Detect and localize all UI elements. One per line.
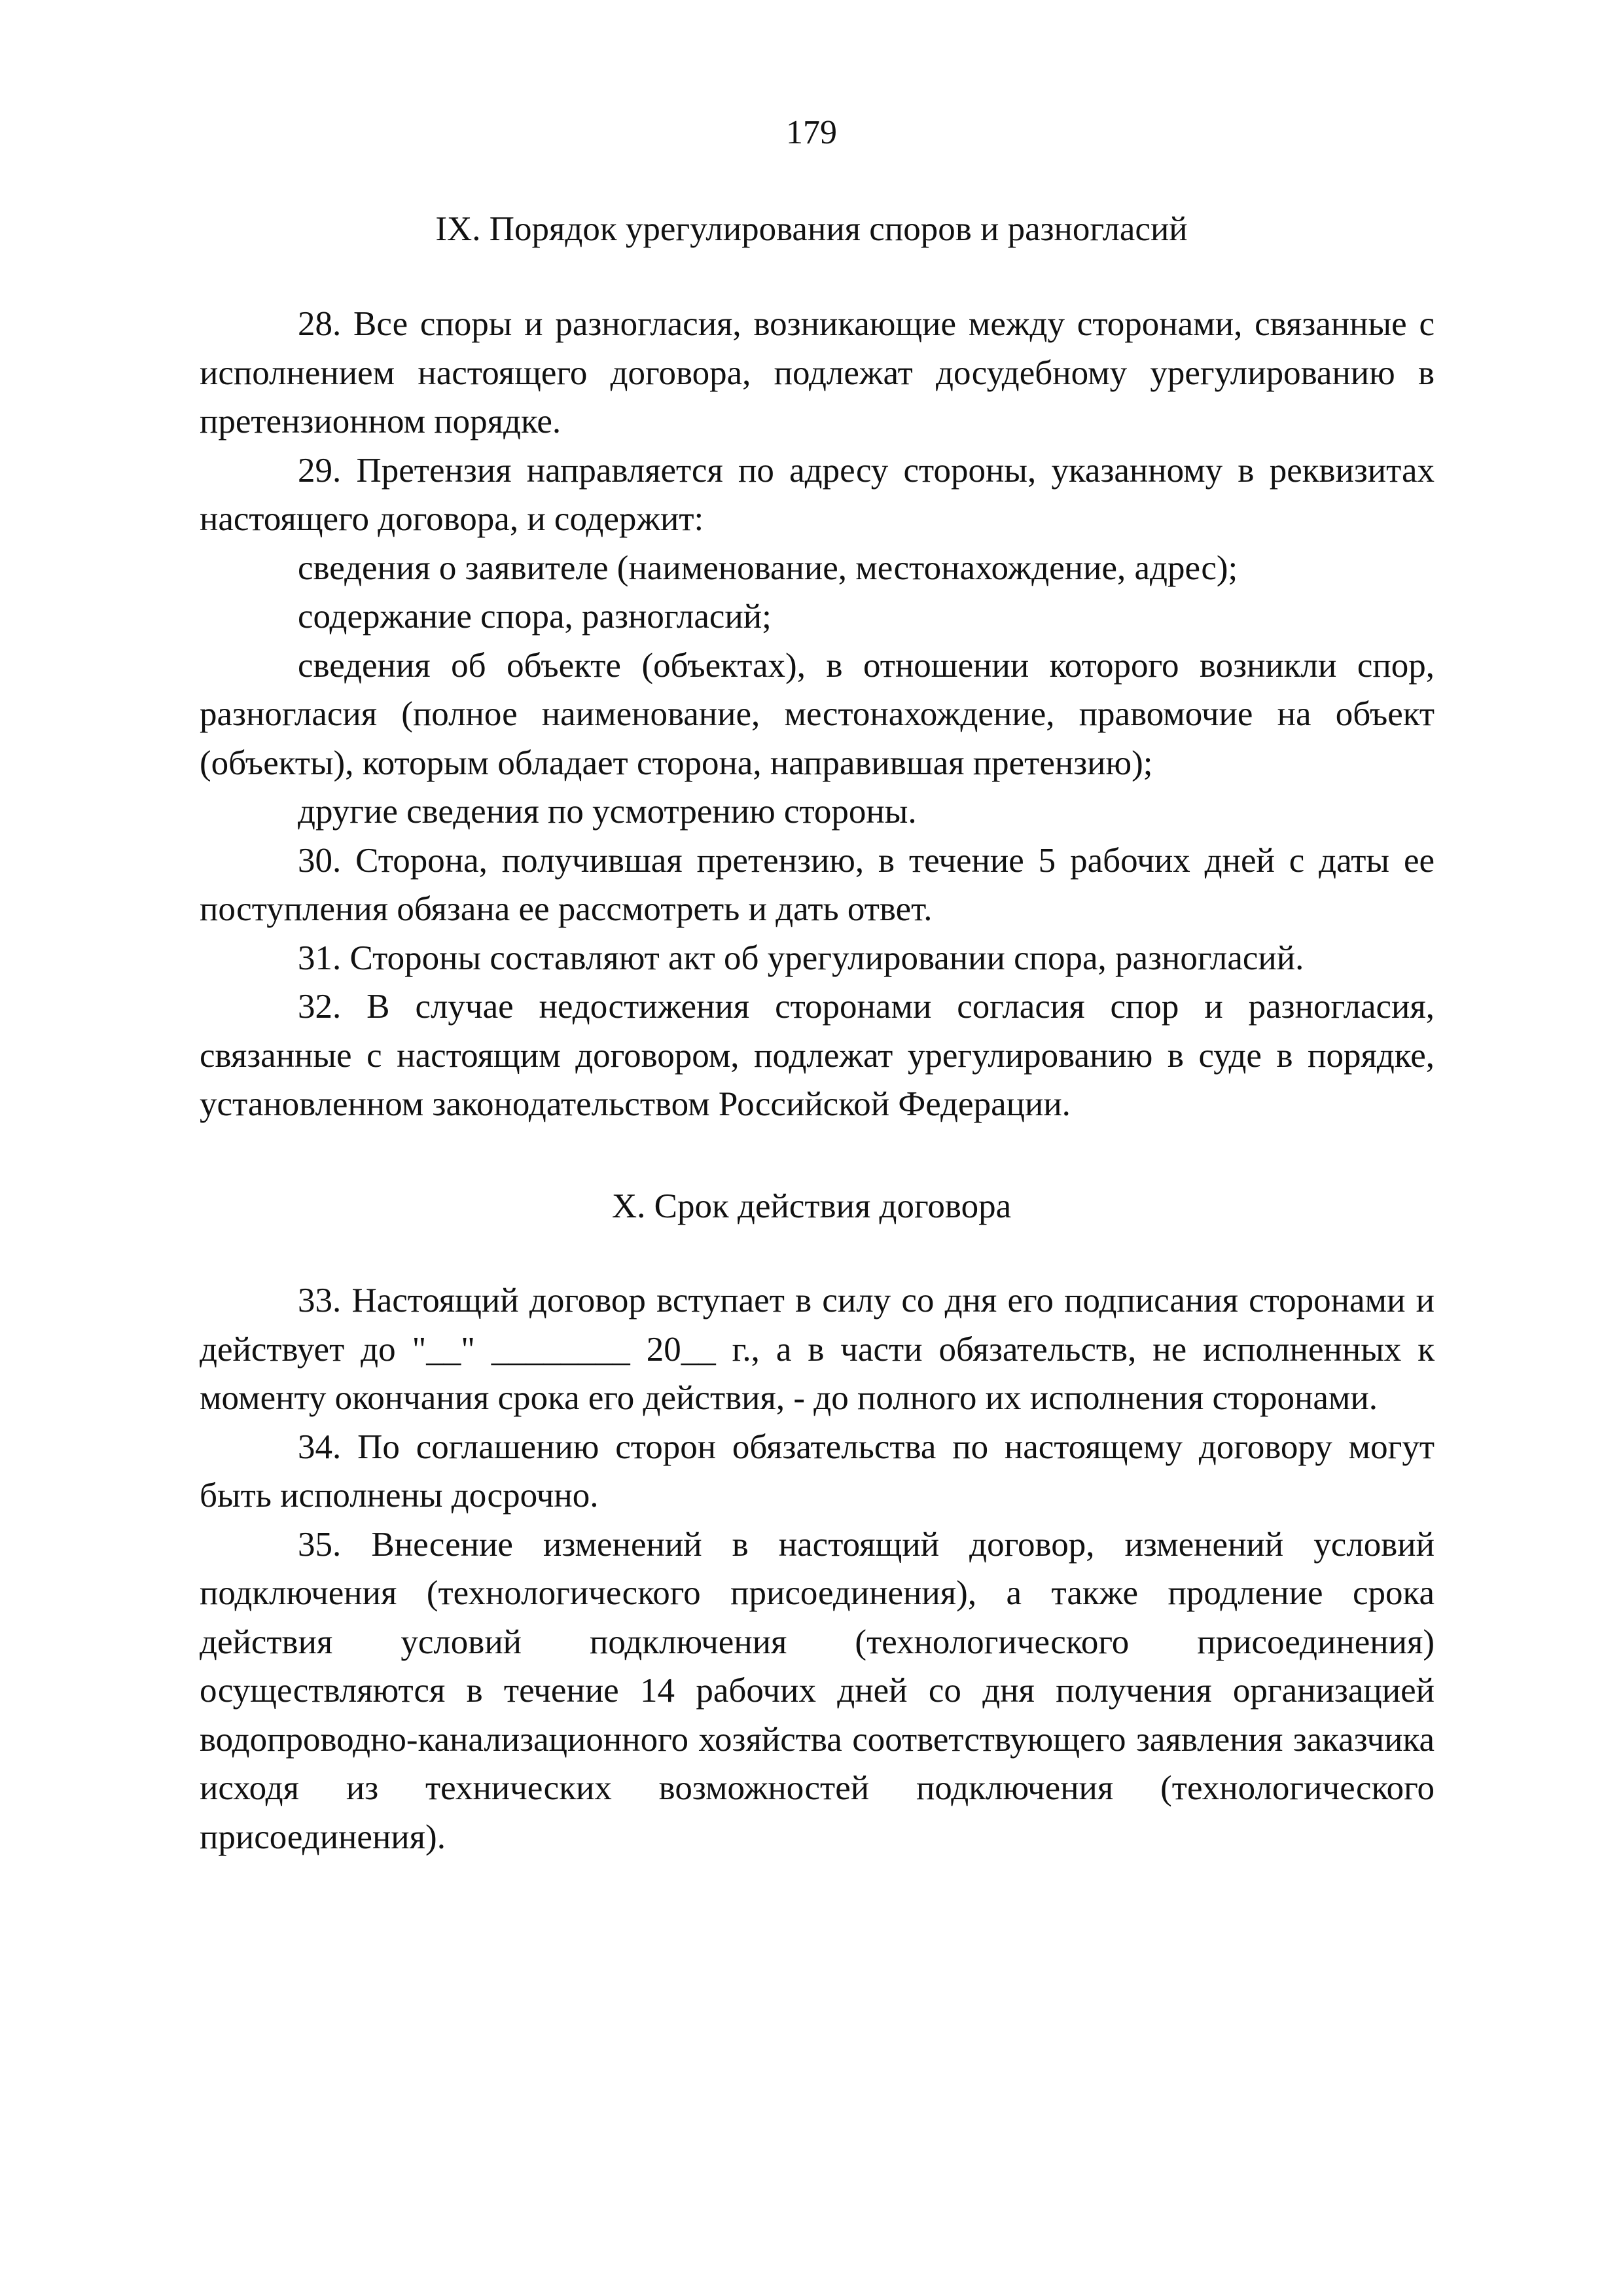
clause-34: 34. По соглашению сторон обязательства по настоящему договору могут быть исполнены досрочно.	[200, 1427, 1435, 1515]
clause-29-item-2: содержание спора, разногласий;	[298, 598, 772, 636]
clause-29-item-3: сведения об объекте (объектах), в отношении которого возникли спор, разногласия (полное наименование, местонахождение, правомочие на объект (объекты), которым обладает сторона, направившая претензию);	[200, 646, 1435, 782]
clause-35: 35. Внесение изменений в настоящий договор, изменений условий подключения (технологического присоединения), а также продление срока действия условий подключения (технологического присоединения) осуществляются в течение 14 рабочих дней со дня получения организацией водопроводно-канализационного хозяйства соответствующего заявления заказчика исходя из технических возможностей подключения (технологического присоединения).	[200, 1525, 1435, 1856]
clause-31: 31. Стороны составляют акт об урегулировании спора, разногласий.	[298, 939, 1304, 977]
section-9-body	[200, 300, 1435, 1129]
section-10-body	[200, 1276, 1435, 1861]
clause-32: 32. В случае недостижения сторонами согласия спор и разногласия, связанные с настоящим договором, подлежат урегулированию в суде в порядке, установленном законодательством Российской Федерации.	[200, 988, 1435, 1123]
clause-29: 29. Претензия направляется по адресу стороны, указанному в реквизитах настоящего договора, и содержит:	[200, 451, 1435, 538]
clause-30: 30. Сторона, получившая претензию, в течение 5 рабочих дней с даты ее поступления обязана ее рассмотреть и дать ответ.	[200, 841, 1435, 928]
clause-29-item-1: сведения о заявителе (наименование, местонахождение, адрес);	[298, 548, 1238, 587]
clause-28: 28. Все споры и разногласия, возникающие между сторонами, связанные с исполнением настоящего договора, подлежат досудебному урегулированию в претензионном порядке.	[200, 305, 1435, 440]
clause-29-item-4: другие сведения по усмотрению стороны.	[298, 793, 917, 831]
section-9-title: IX. Порядок урегулирования споров и разногласий	[435, 210, 1188, 248]
section-10-title: X. Срок действия договора	[611, 1187, 1012, 1225]
clause-33: 33. Настоящий договор вступает в силу со дня его подписания сторонами и действует до "__" ________ 20__ г., а в части обязательств, не исполненных к моменту окончания срока его действия, - до полного их исполнения сторонами.	[200, 1282, 1435, 1417]
page-number: 179	[786, 114, 837, 151]
